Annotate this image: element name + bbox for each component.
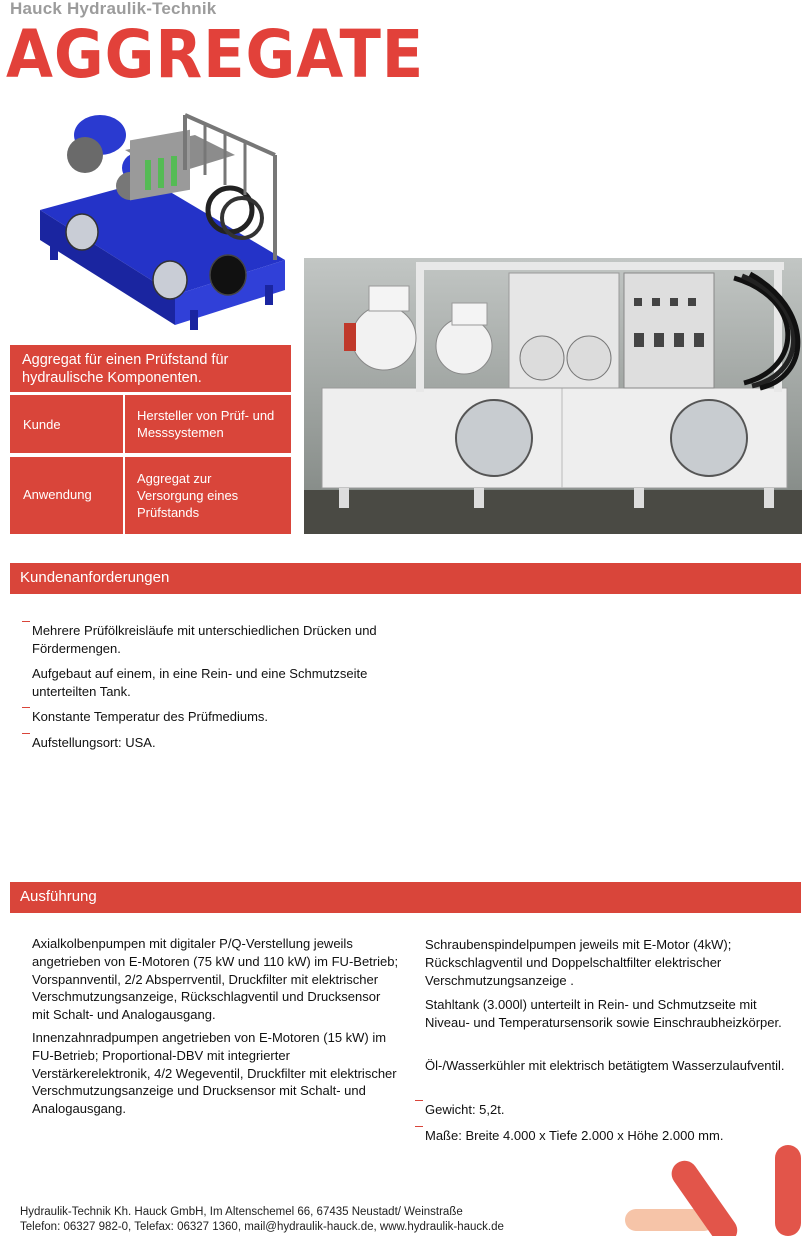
execution-right-para: Schraubenspindelpumpen jeweils mit E-Motor (4kW); Rückschlagventil und Doppelschaltfilter elektrischer Verschmutzungsanzeige . xyxy=(425,937,732,988)
requirement-item xyxy=(32,708,412,726)
aggregate-render-image xyxy=(30,100,292,332)
execution-left-para: Innenzahnradpumpen angetrieben von E-Motoren (15 kW) im FU-Betrieb; Proportional-DBV mit integrierter Verstärkerelektronik, 4/2 Wegeventil, Druckfilter mit elektrischer Verschmutzungsanzeige und Drucksensor mit Schalt- und Analogausgang. xyxy=(32,1030,397,1117)
bullet-dash xyxy=(415,1126,423,1127)
bullet-dash xyxy=(22,733,30,734)
info-value-anwendung: Aggregat zur Versorgung eines Prüfstands xyxy=(125,457,291,534)
requirement-text: Konstante Temperatur des Prüfmediums. xyxy=(32,709,269,724)
hauck-logo-shapes xyxy=(620,1145,803,1236)
info-value-kunde: Hersteller von Prüf- und Messsystemen xyxy=(125,395,291,453)
requirement-item xyxy=(32,665,412,700)
requirement-text: Aufstellungsort: USA. xyxy=(32,735,156,750)
requirement-text: Mehrere Prüfölkreisläufe mit unterschiedlichen Drücken und Fördermengen. xyxy=(32,623,377,656)
requirements-heading: Kundenanforderungen xyxy=(10,563,801,594)
info-label-kunde: Kunde xyxy=(10,395,123,453)
bullet-dash xyxy=(415,1100,423,1101)
requirement-item xyxy=(32,734,412,752)
execution-left-para: Axialkolbenpumpen mit digitaler P/Q-Verstellung jeweils angetrieben von E-Motoren (75 kW und 110 kW) im FU-Betrieb; Vorspannventil, 2/2 Absperrventil, Druckfilter mit elektrischer Verschmutzungsanzeige, Rückschlagventil und Drucksensor mit Schalt- und Analogausgang. xyxy=(32,936,399,1023)
requirement-text: Aufgebaut auf einem, in eine Rein- und eine Schmutzseite unterteilten Tank. xyxy=(32,666,368,699)
info-label-anwendung: Anwendung xyxy=(10,457,123,534)
aggregate-photo xyxy=(304,258,802,534)
footer-address: Hydraulik-Technik Kh. Hauck GmbH, Im Altenschemel 66, 67435 Neustadt/ Weinstraße xyxy=(20,1206,463,1218)
footer-contact: Telefon: 06327 982-0, Telefax: 06327 1360, mail@hydraulik-hauck.de, www.hydraulik-hauck.de xyxy=(20,1221,504,1233)
info-heading: Aggregat für einen Prüfstand für hydraulische Komponenten. xyxy=(10,345,291,392)
execution-right-para: Öl-/Wasserkühler mit elektrisch betätigtem Wasserzulaufventil. xyxy=(425,1058,785,1073)
page-title: AGGREGATE xyxy=(6,16,425,93)
execution-right-para: Stahltank (3.000l) unterteilt in Rein- und Schmutzseite mit Niveau- und Temperatursensorik sowie Einschraubheizkörper. xyxy=(425,997,782,1030)
execution-right-item xyxy=(425,1101,793,1119)
execution-right-text: Maße: Breite 4.000 x Tiefe 2.000 x Höhe 2.000 mm. xyxy=(425,1128,724,1143)
bullet-dash xyxy=(22,621,30,622)
footer xyxy=(20,1205,504,1235)
execution-right-text: Gewicht: 5,2t. xyxy=(425,1102,505,1117)
company-name: Hauck Hydraulik-Technik xyxy=(10,0,217,18)
requirement-item xyxy=(32,622,412,657)
execution-right-item xyxy=(425,1127,793,1145)
bullet-dash xyxy=(22,707,30,708)
execution-heading: Ausführung xyxy=(10,882,801,913)
